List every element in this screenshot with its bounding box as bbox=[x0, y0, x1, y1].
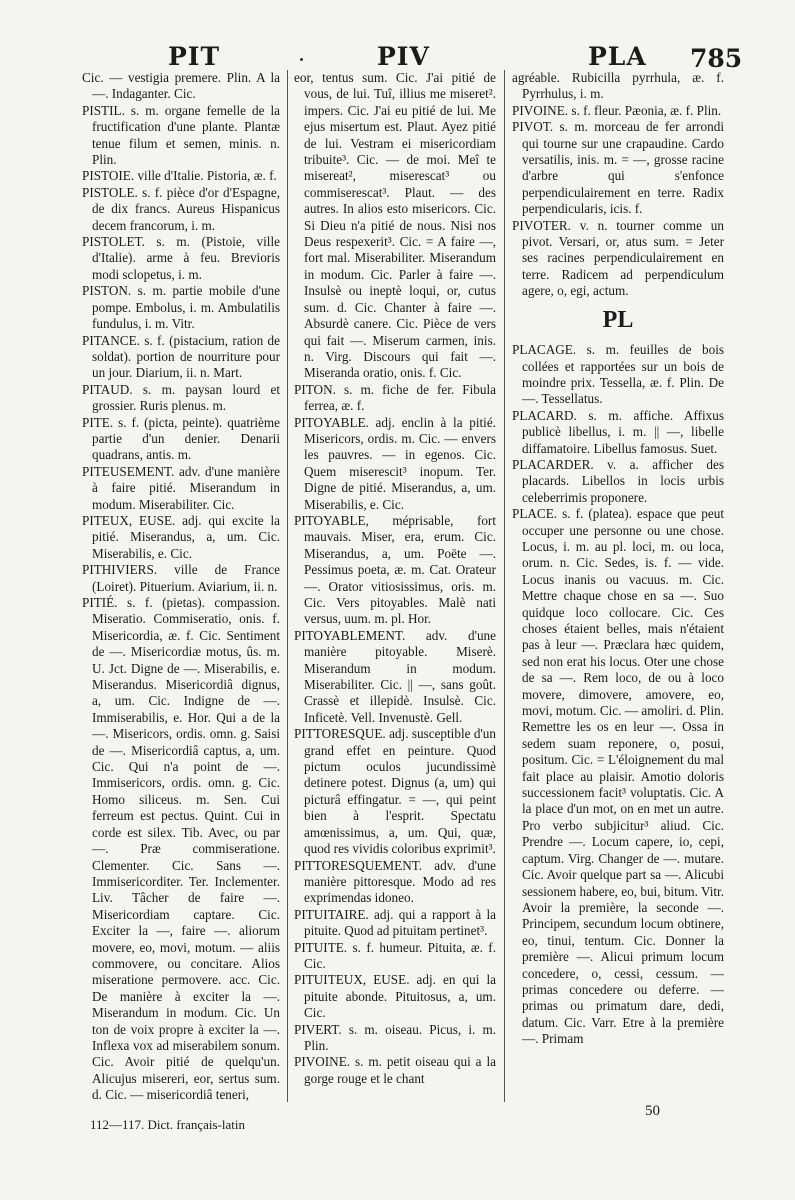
column-left bbox=[82, 70, 280, 1103]
dictionary-entry: PITHIVIERS. ville de France (Loiret). Pituerium. Aviarium, ii. n. bbox=[82, 562, 280, 594]
dictionary-entry: PITTORESQUEMENT. adv. d'une manière pittoresque. Modo ad res exprimendas idoneo. bbox=[294, 857, 496, 906]
dictionary-entry: PITOYABLE, méprisable, fort mauvais. Miser, era, erum. Cic. Miserandus, a, um. Poëte —. Pessimus poeta, æ. m. Cat. Orateur —. Orator vitiosissimus, oris. m. Cic. Vers pitoyables. Malè nati versus, uum. m. pl. Hor. bbox=[294, 512, 496, 627]
column-right bbox=[512, 70, 724, 1090]
dictionary-entry: PITUITEUX, EUSE. adj. en qui la pituite abonde. Pituitosus, a, um. Cic. bbox=[294, 972, 496, 1021]
dictionary-entry: PIVERT. s. m. oiseau. Picus, i. m. Plin. bbox=[294, 1021, 496, 1053]
dictionary-entry: PIVOINE. s. m. petit oiseau qui a la gorge rouge et le chant bbox=[294, 1054, 496, 1086]
running-head-left: PIT bbox=[168, 42, 221, 71]
column-rule bbox=[287, 70, 288, 1102]
dictionary-entry: PLACE. s. f. (platea). espace que peut occuper une personne ou une chose. Locus, i. m. au pl. loci, m. ou loca, orum. n. Cic. Sedes, is. f. — vide. Locus inanis ou vacuus. m. Cic. Mettre chaque chose en sa —. Suo quidque loco collocare. Cic. Ces choses étaient belles, mais n'étaient pas à leur —. Præclara hæc quidem, sed non erat his locus. Oter une chose de sa —. Rem loco, de ou à loco movere, dimovere, amovere, eo, movi, motum. Cic. — amoliri. d. Plin. Remettre les os en leur —. Ossa in sedem suam reponere, o, posui, positum. Cic. = L'éloignement du mal fait place au plaisir. Amotio doloris successionem facit³ voluptatis. Cic. A la place d'un mot, on en met un autre. Pro verbo subjicitur³ aliud. Cic. Prendre —. Locum capere, io, cepi, captum. Virg. Changer de —. mutare. Cic. Avoir quelque part sa —. Alicubi sessionem habere, eo, bui, bitum. Vitr. Avoir la première, la seconde —. Principem, secundum locum obtinere, eo, tinui, tentum. Cic. Donner la première —. Alicui primum locum concedere, o, cessi, cessum. — primas concedere ou deferre. — primas ou primatum dare, dedi, datum. Cic. Varr. Etre à la première —. Primam bbox=[512, 506, 724, 1047]
dictionary-entry: PISTOIE. ville d'Italie. Pistoria, æ. f. bbox=[82, 168, 277, 184]
dictionary-entry: PIVOTER. v. n. tourner comme un pivot. Versari, or, atus sum. = Jeter ses racines perpendiculairement en terre. Radicem ad perpendiculum agere, o, egi, actum. bbox=[512, 217, 724, 299]
dictionary-entry: PLACARD. s. m. affiche. Affixus publicè libellus, i. m. || —, libelle diffamatoire. Libellus famosus. Suet. bbox=[512, 407, 724, 456]
dictionary-entry: PIVOINE. s. f. fleur. Pæonia, æ. f. Plin. bbox=[512, 102, 722, 118]
dictionary-entry: PITIÉ. s. f. (pietas). compassion. Miseratio. Commiseratio, onis. f. Misericordia, æ. f. Cic. Sentiment de —. Misericordiæ motus, ûs. m. U. Jct. Digne de —. Miserabilis, e. Miserandus. Misericordiâ dignus, a, um. Cic. Indigne de —. Immiserabilis, e. Hor. Qui a de la —. Misericors, ordis. omn. g. Saisi de —. Misericordiâ captus, a, um. Cic. Qui n'a point de —. Immisericors, ordis. omn. g. Cic. Homo siliceus. m. Sen. Cui ferreum est pectus. Quint. Cui in corde est silex. Tib. Avec, ou par —. Præ commiseratione. Clementer. Cic. Sans —. Immisericorditer. Ter. Inclementer. Liv. Tâcher de faire —. Misericordiam captare. Cic. Exciter la —, faire —. aliorum movere, eo, movi, motum. — aliis commovere, ou concitare. Alios miseratione permovere. acc. Cic. De manière à exciter la —. Miserandum in modum. Cic. Un ton de voix propre à exciter la —. Inflexa vox ad miserabilem sonum. Cic. Avoir pitié de quelqu'un. Alicujus misereri, eor, sertus sum. d. Cic. — misericordiâ teneri, bbox=[82, 595, 280, 1103]
dictionary-entry: PITAUD. s. m. paysan lourd et grossier. Ruris plenus. m. bbox=[82, 381, 280, 414]
dictionary-entry: PITEUX, EUSE. adj. qui excite la pitié. Miserandus, a, um. Cic. Miserabilis, e. Cic. bbox=[82, 512, 280, 561]
dictionary-entry: PISTIL. s. m. organe femelle de la fructification d'une plante. Plantæ tenue filum et semen, minis. n. Plin. bbox=[82, 102, 280, 168]
dictionary-entry: PITE. s. f. (picta, peinte). quatrième partie d'un denier. Denarii quadrans, antis. m. bbox=[82, 414, 280, 463]
dictionary-entry: PITUITE. s. f. humeur. Pituita, æ. f. Cic. bbox=[294, 939, 496, 971]
dictionary-entry: eor, tentus sum. Cic. J'ai pitié de vous, de lui. Tuî, illius me miseret². impers. Cic. J'ai eu pitié de lui. Me ejus misertum est. Plaut. Ayez pitié de lui. Vestram ei misericordiam tribuite³. Cic. — de moi. Meî te misereat², miserescat³ ou commiserescat³. Plaut. — des autres. In alios esto misericors. Cic. Si Dieu n'a pitié de nous. Nisi nos Deus respexerit³. Cic. = A faire —, fort mal. Miserabiliter. Miserandum in modum. Cic. Parler à faire —. Insulsè ou ineptè loqui, or, cutus sum. d. Cic. Chanter à faire —. Absurdè canere. Cic. Pièce de vers qui fait —. Miserum carmen, inis. n. Virg. Discours qui fait —. Miseranda oratio, onis. f. Cic. bbox=[294, 70, 496, 381]
dictionary-entry: PLACAGE. s. m. feuilles de bois collées et rapportées sur un bois de moindre prix. Tessella, æ. f. Plin. De —. Tessellatus. bbox=[512, 342, 724, 407]
dictionary-entry: Cic. — vestigia premere. Plin. A la —. Indaganter. Cic. bbox=[82, 70, 280, 102]
page-number: 785 bbox=[690, 44, 743, 73]
dictionary-entry: PITON. s. m. fiche de fer. Fibula ferrea, æ. f. bbox=[294, 381, 496, 414]
section-heading: PL bbox=[602, 306, 634, 333]
dictionary-entry: PITTORESQUE. adj. susceptible d'un grand effet en peinture. Quod pictum oculos jucundissimè detinere potest. Dignus (a, um) qui picturâ effingatur. = —, qui peint bien à l'esprit. Spectatu amœnissimus, a, um. Qui, quæ, quod res vividis coloribus exprimit³. bbox=[294, 726, 496, 857]
running-head-center: PIV bbox=[377, 42, 430, 71]
dictionary-entry: PISTOLE. s. f. pièce d'or d'Espagne, de dix francs. Aureus Hispanicus decem francorum, i. m. bbox=[82, 184, 280, 233]
header-dot bbox=[300, 58, 303, 61]
dictionary-entry: PITUITAIRE. adj. qui a rapport à la pituite. Quod ad pituitam pertinet³. bbox=[294, 906, 496, 939]
column-rule bbox=[504, 70, 505, 1102]
dictionary-entry: PIVOT. s. m. morceau de fer arrondi qui tourne sur une crapaudine. Cardo versatilis, inis. m. = —, grosse racine d'arbre qui s'enfonce perpendiculairement en terre. Radix perpendicularis, icis. f. bbox=[512, 119, 724, 217]
footer-note: 112—117. Dict. français-latin bbox=[90, 1117, 245, 1132]
dictionary-entry: agréable. Rubicilla pyrrhula, æ. f. Pyrrhulus, i. m. bbox=[512, 70, 724, 102]
dictionary-entry: PITOYABLE. adj. enclin à la pitié. Misericors, ordis. m. Cic. — envers les pauvres. — in egenos. Cic. Quem miserescit³ inopum. Ter. Digne de pitié. Miserandus, a, um. Miserabilis, e. Cic. bbox=[294, 414, 496, 512]
dictionary-entry: PITEUSEMENT. adv. d'une manière à faire pitié. Miserandum in modum. Miserabiliter. Cic. bbox=[82, 463, 280, 512]
signature-mark: 50 bbox=[645, 1103, 660, 1119]
dictionary-entry: PISTOLET. s. m. (Pistoie, ville d'Italie). arme à feu. Brevioris modi sclopetus, i. m. bbox=[82, 234, 280, 282]
running-head-right: PLA bbox=[588, 42, 647, 71]
column-center bbox=[294, 70, 496, 1090]
dictionary-entry: PISTON. s. m. partie mobile d'une pompe. Embolus, i. m. Ambulatilis fundulus, i. m. Vitr. bbox=[82, 283, 280, 332]
dictionary-entry: PITANCE. s. f. (pistacium, ration de soldat). portion de nourriture pour un jour. Diarium, ii. n. Mart. bbox=[82, 332, 280, 381]
dictionary-entry: PLACARDER. v. a. afficher des placards. Libellos in locis urbis celeberrimis proponere. bbox=[512, 456, 724, 505]
dictionary-entry: PITOYABLEMENT. adv. d'une manière pitoyable. Miserè. Miserandum in modum. Miserabiliter. Cic. || —, sans goût. Crassè et illepidè. Insulsè. Cic. Inficetè. Vell. Invenustè. Gell. bbox=[294, 627, 496, 725]
